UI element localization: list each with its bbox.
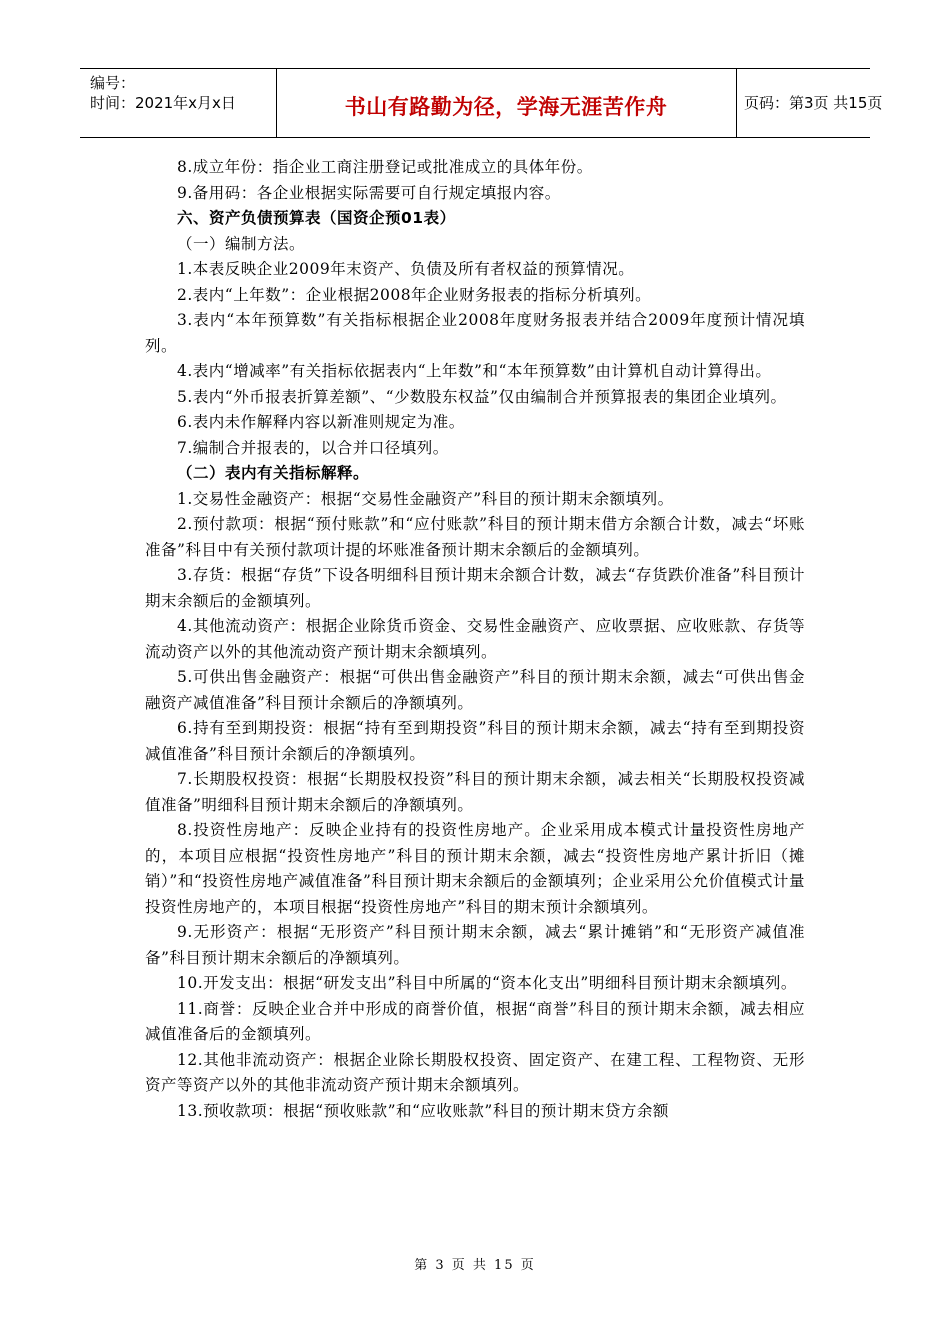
body-paragraph: 12.其他非流动资产：根据企业除长期股权投资、固定资产、在建工程、工程物资、无形资产等资产以外的其他非流动资产预计期末余额填列。	[145, 1050, 805, 1094]
body-paragraph: 5.表内“外币报表折算差额”、“少数股东权益”仅由编制合并预算报表的集团企业填列。	[177, 387, 787, 406]
header-page-info: 页码：第3页 共15页	[744, 94, 883, 112]
page-header	[80, 68, 883, 138]
body-paragraph: 8.成立年份：指企业工商注册登记或批准成立的具体年份。	[177, 158, 593, 176]
body-paragraph: 5.可供出售金融资产：根据“可供出售金融资产”科目的预计期末余额，减去“可供出售金融资产减值准备”科目预计余额后的净额填列。	[145, 668, 805, 712]
body-paragraph: 1.本表反映企业2009年末资产、负债及所有者权益的预算情况。	[177, 260, 635, 278]
body-paragraph: 1.交易性金融资产：根据“交易性金融资产”科目的预计期末余额填列。	[177, 489, 674, 508]
document-time: 时间：2021年x月x日	[90, 94, 236, 112]
header-meta	[80, 69, 277, 137]
section-heading: 六、资产负债预算表（国资企预01表）	[177, 209, 456, 227]
document-number-label: 编号：	[90, 74, 136, 92]
body-paragraph: 13.预收款项：根据“预收账款”和“应收账款”科目的预计期末贷方余额	[177, 1101, 669, 1120]
body-paragraph: 10.开发支出：根据“研发支出”科目中所属的“资本化支出”明细科目预计期末余额填列。	[177, 974, 797, 992]
document-body	[145, 155, 805, 1124]
body-paragraph: 4.其他流动资产：根据企业除货币资金、交易性金融资产、应收票据、应收账款、存货等流动资产以外的其他流动资产预计期末余额填列。	[145, 617, 805, 661]
body-paragraph: 4.表内“增减率”有关指标依据表内“上年数”和“本年预算数”由计算机自动计算得出。	[177, 362, 772, 380]
body-paragraph: 3.存货：根据“存货”下设各明细科目预计期末余额合计数，减去“存货跌价准备”科目预计期末余额后的金额填列。	[145, 566, 805, 610]
page-footer: 第 3 页 共 15 页	[414, 1258, 536, 1273]
body-paragraph: 9.备用码：各企业根据实际需要可自行规定填报内容。	[177, 183, 561, 202]
body-paragraph: 2.表内“上年数”：企业根据2008年企业财务报表的指标分析填列。	[177, 285, 652, 304]
header-page-cell	[736, 69, 883, 137]
body-paragraph: 3.表内“本年预算数”有关指标根据企业2008年度财务报表并结合2009年度预计情况填列。	[145, 311, 805, 355]
body-paragraph: 6.持有至到期投资：根据“持有至到期投资”科目的预计期末余额，减去“持有至到期投资减值准备”科目预计余额后的净额填列。	[145, 719, 805, 763]
subsection-heading: （二）表内有关指标解释。	[177, 464, 370, 482]
body-paragraph: 8.投资性房地产：反映企业持有的投资性房地产。企业采用成本模式计量投资性房地产的，本项目应根据“投资性房地产”科目的预计期末余额，减去“投资性房地产累计折旧（摊销）”和“投资性房地产减值准备”科目预计期末余额后的金额填列；企业采用公允价值模式计量投资性房地产的，本项目根据“投资性房地产”科目的期末预计余额填列。	[145, 821, 805, 916]
header-motto: 书山有路勤为径，学海无涯苦作舟	[344, 95, 668, 119]
body-paragraph: （一）编制方法。	[177, 234, 306, 253]
header-motto-cell	[276, 69, 737, 137]
body-paragraph: 11.商誉：反映企业合并中形成的商誉价值，根据“商誉”科目的预计期末余额，减去相应减值准备后的金额填列。	[145, 999, 805, 1043]
body-paragraph: 6.表内未作解释内容以新准则规定为准。	[177, 413, 465, 431]
body-paragraph: 2.预付款项：根据“预付账款”和“应付账款”科目的预计期末借方余额合计数，减去“坏账准备”科目中有关预付款项计提的坏账准备预计期末余额后的金额填列。	[145, 515, 805, 559]
body-paragraph: 9.无形资产：根据“无形资产”科目预计期末余额，减去“累计摊销”和“无形资产减值准备”科目预计期末余额后的净额填列。	[145, 923, 805, 967]
body-paragraph: 7.长期股权投资：根据“长期股权投资”科目的预计期末余额，减去相关“长期股权投资减值准备”明细科目预计期末余额后的净额填列。	[145, 770, 805, 814]
body-paragraph: 7.编制合并报表的，以合并口径填列。	[177, 438, 449, 457]
